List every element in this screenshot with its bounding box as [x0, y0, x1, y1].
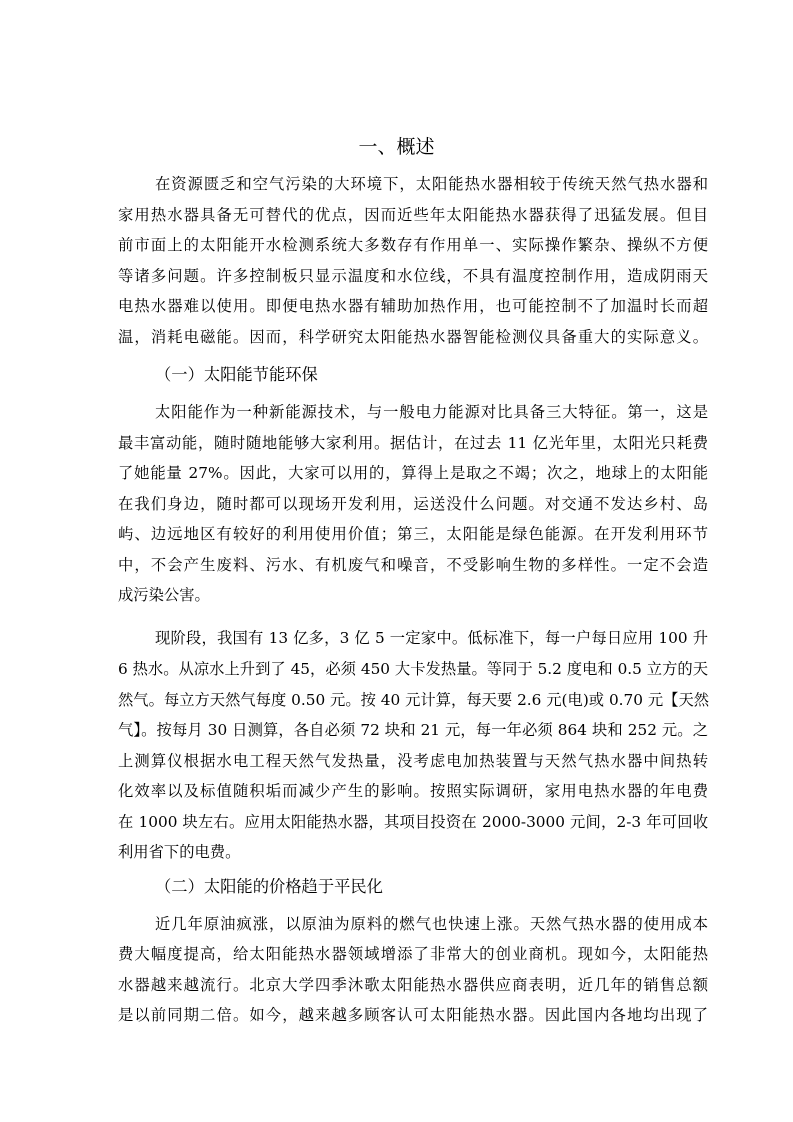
paragraph-line: 前市面上的太阳能开水检测系统大多数存有作用单一、实际操作繁杂、操纵不方便	[118, 236, 708, 254]
paragraph-line: 气】。按每月 30 日测算，各自必须 72 块和 21 元，每一年必须 864 块和 252 元。之	[118, 721, 708, 739]
paragraph-line: 利用省下的电费。	[118, 843, 241, 861]
paragraph-line: 化效率以及标值随积垢而减少产生的影响。按照实际调研，家用电热水器的年电费	[118, 782, 708, 800]
page-title: 一、概述	[358, 136, 435, 158]
paragraph-line: 在我们身边，随时都可以现场开发利用，运送没什么问题。对交通不发达乡村、岛	[118, 495, 708, 513]
paragraph-line: 然气。每立方天然气每度 0.50 元。按 40 元计算，每天要 2.6 元(电)或 0.70 元【天然	[118, 691, 710, 709]
paragraph-line: 太阳能作为一种新能源技术，与一般电力能源对比具备三大特征。第一，这是	[155, 403, 708, 421]
paragraph-line: 中，不会产生废料、污水、有机废气和噪音，不受影响生物的多样性。一定不会造	[118, 556, 708, 574]
paragraph-line: 温，消耗电磁能。因而，科学研究太阳能热水器智能检测仪具备重大的实际意义。	[118, 328, 708, 346]
paragraph-line: 了她能量 27%。因此，大家可以用的，算得上是取之不竭；次之，地球上的太阳能	[118, 464, 708, 482]
section-heading: （一）太阳能节能环保	[155, 365, 318, 384]
section-heading: （二）太阳能的价格趋于平民化	[155, 877, 383, 896]
paragraph-line: 近几年原油疯涨，以原油为原料的燃气也快速上涨。天然气热水器的使用成本	[155, 915, 708, 933]
paragraph-line: 在资源匮乏和空气污染的大环境下，太阳能热水器相较于传统天然气热水器和	[155, 175, 708, 193]
paragraph-line: 家用热水器具备无可替代的优点，因而近些年太阳能热水器获得了迅猛发展。但目	[118, 206, 708, 224]
paragraph-line: 成污染公害。	[118, 586, 210, 604]
paragraph-line: 上测算仪根据水电工程天然气发热量，没考虑电加热装置与天然气热水器中间热转	[118, 752, 708, 770]
paragraph-line: 水器越来越流行。北京大学四季沐歌太阳能热水器供应商表明，近几年的销售总额	[118, 976, 708, 994]
paragraph-line: 是以前同期二倍。如今，越来越多顾客认可太阳能热水器。因此国内各地均出现了	[118, 1006, 708, 1024]
paragraph-line: 最丰富动能，随时随地能够大家利用。据估计，在过去 11 亿光年里，太阳光只耗费	[118, 434, 708, 452]
paragraph-line: 在 1000 块左右。应用太阳能热水器，其项目投资在 2000-3000 元间，2-3 年可回收	[118, 813, 708, 831]
paragraph-line: 现阶段，我国有 13 亿多，3 亿 5 一定家中。低标准下，每一户每日应用 100 升	[155, 629, 708, 647]
paragraph-line: 屿、边远地区有较好的利用使用价值；第三，太阳能是绿色能源。在开发利用环节	[118, 525, 708, 543]
paragraph-line: 6 热水。从凉水上升到了 45，必须 450 大卡发热量。等同于 5.2 度电和 0.5 立方的天	[118, 660, 708, 678]
paragraph-line: 等诸多问题。许多控制板只显示温度和水位线，不具有温度控制作用，造成阴雨天	[118, 267, 708, 285]
paragraph-line: 电热水器难以使用。即便电热水器有辅助加热作用，也可能控制不了加温时长而超	[118, 297, 708, 315]
paragraph-line: 费大幅度提高，给太阳能热水器领域增添了非常大的创业商机。现如今，太阳能热	[118, 945, 708, 963]
